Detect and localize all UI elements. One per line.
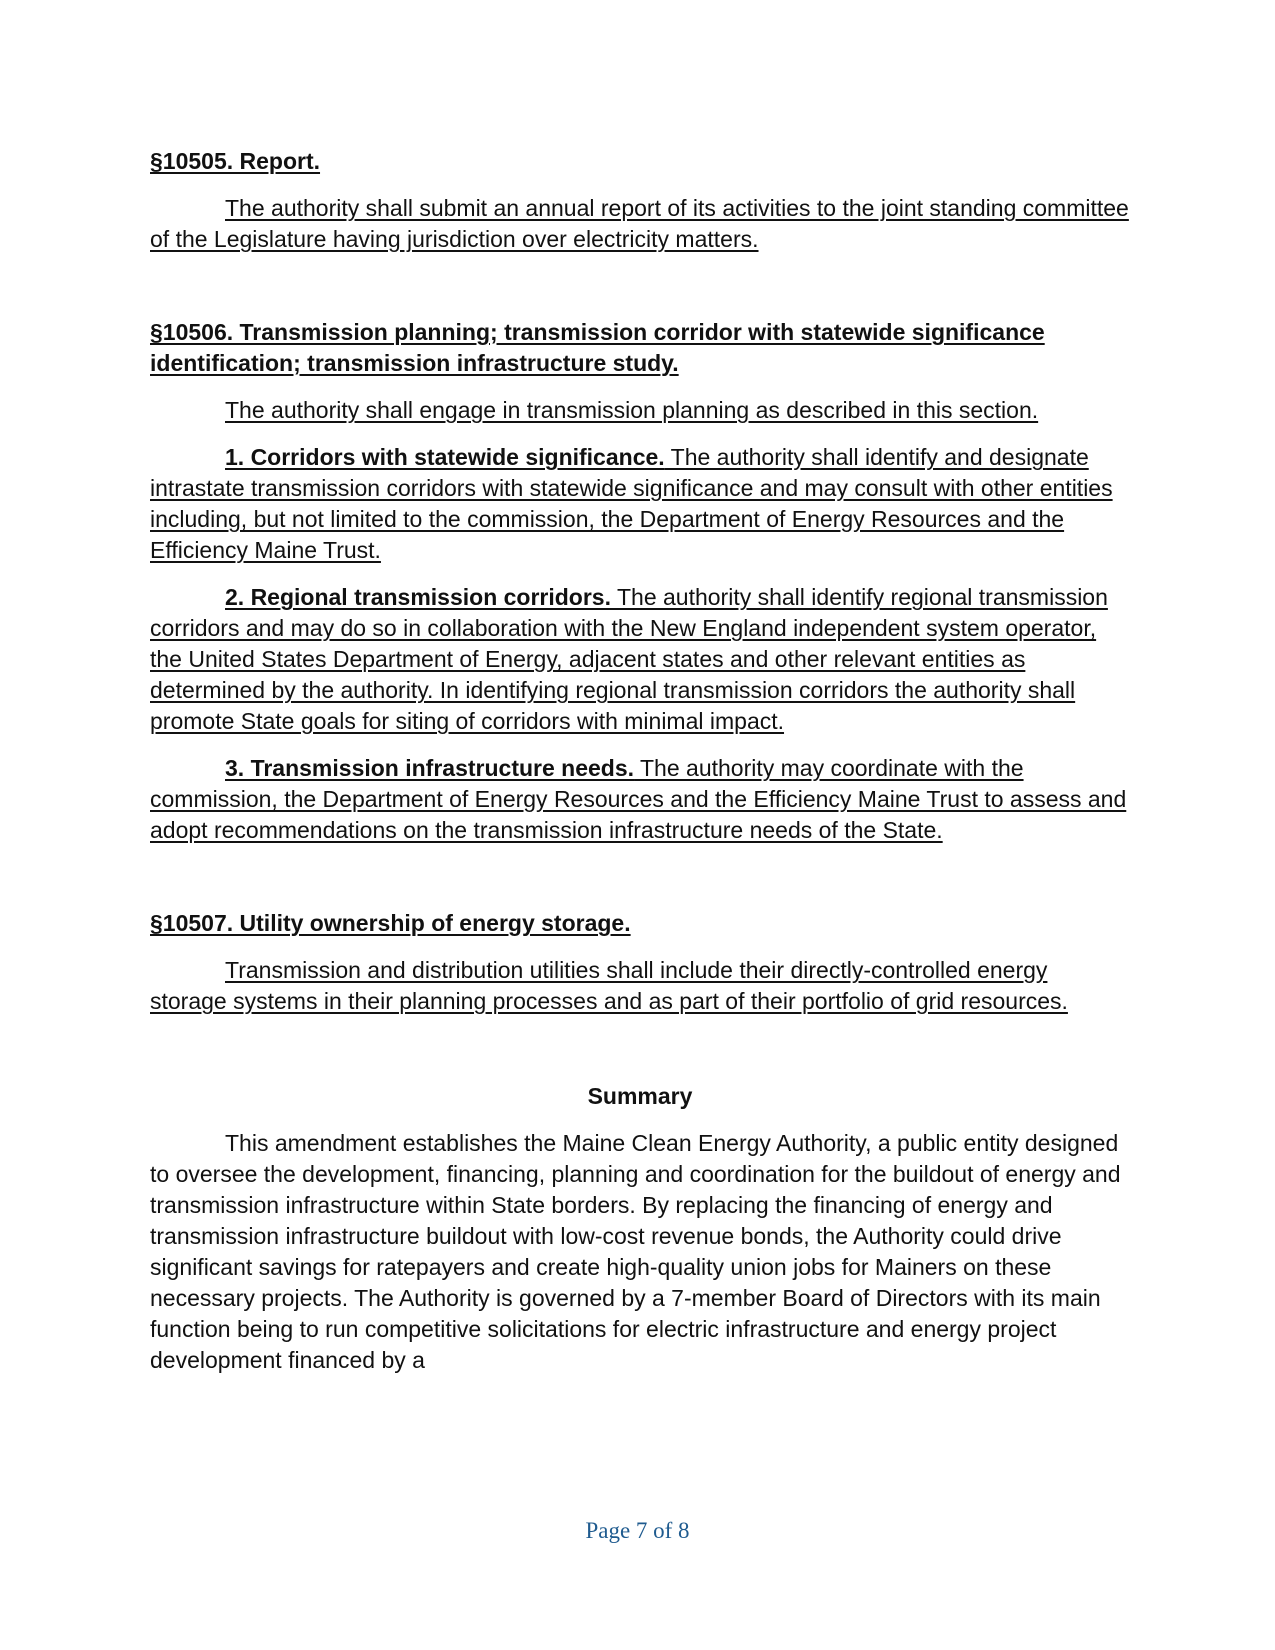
subsection-3-text: The authority may coordinate with the commission, the Department of Energy Resources and the Efficiency Maine Trust to assess and adopt recommendations on the transmission infrastructure needs of the State. <box>150 755 1127 843</box>
subsection-2-title: 2. Regional transmission corridors. <box>225 584 611 610</box>
subsection-1-title: 1. Corridors with statewide significance. <box>225 444 665 470</box>
section-10507-heading: §10507. Utility ownership of energy storage. <box>150 910 631 936</box>
summary-body: This amendment establishes the Maine Clean Energy Authority, a public entity designed to oversee the development, financing, planning and coordination for the buildout of energy and transmission infrastructure within State borders. By replacing the financing of energy and transmission infrastructure buildout with low-cost revenue bonds, the Authority could drive significant savings for ratepayers and create high-quality union jobs for Mainers on these necessary projects. The Authority is governed by a 7-member Board of Directors with its main function being to run competitive solicitations for electric infrastructure and energy project development financed by a <box>150 1130 1121 1373</box>
section-10506-subsection-3 <box>150 753 1130 846</box>
section-10505-body: The authority shall submit an annual report of its activities to the joint standing committee of the Legislature having jurisdiction over electricity matters. <box>150 195 1129 252</box>
subsection-2-text: The authority shall identify regional transmission corridors and may do so in collaboration with the New England independent system operator, the United States Department of Energy, adjacent states and other relevant entities as determined by the authority. In identifying regional transmission corridors the authority shall promote State goals for siting of corridors with minimal impact. <box>150 584 1108 734</box>
section-10506-subsection-1 <box>150 442 1130 566</box>
section-10506-subsection-2 <box>150 582 1130 737</box>
section-10505-heading: §10505. Report. <box>150 148 321 174</box>
subsection-1-text: The authority shall identify and designate intrastate transmission corridors with statewide significance and may consult with other entities including, but not limited to the commission, the Department of Energy Resources and the Efficiency Maine Trust. <box>150 444 1113 563</box>
section-10507-body: Transmission and distribution utilities shall include their directly-controlled energy storage systems in their planning processes and as part of their portfolio of grid resources. <box>150 957 1068 1014</box>
subsection-3-title: 3. Transmission infrastructure needs. <box>225 755 635 781</box>
section-10506-intro: The authority shall engage in transmission planning as described in this section. <box>225 397 1039 423</box>
section-10506-heading: §10506. Transmission planning; transmission corridor with statewide significance identification; transmission infrastructure study. <box>150 319 1045 376</box>
summary-title: Summary <box>587 1083 693 1109</box>
document-content <box>150 146 1130 1376</box>
page-number-footer: Page 7 of 8 <box>585 1518 690 1543</box>
